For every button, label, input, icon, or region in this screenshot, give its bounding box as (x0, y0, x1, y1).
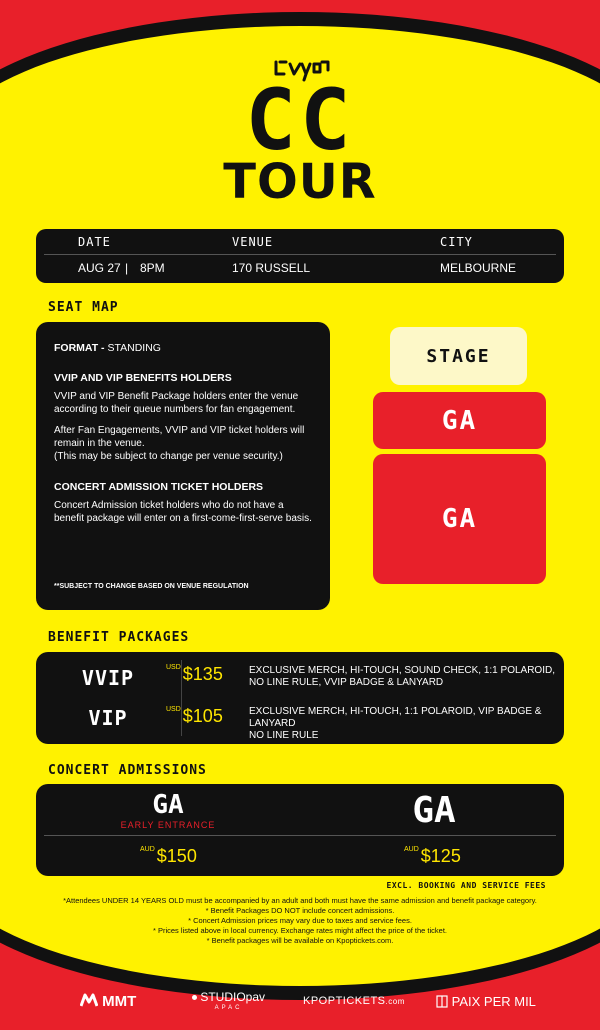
studiopav-dot-icon (192, 995, 197, 1000)
event-venue: 170 RUSSELL (232, 261, 311, 275)
ga-zone-front: GA (373, 392, 546, 449)
venue-regulation-note: **SUBJECT TO CHANGE BASED ON VENUE REGULATION (54, 583, 249, 590)
event-info-panel (36, 229, 564, 283)
note-price-variance: * Concert Admission prices may vary due to taxes and service fees. (188, 916, 412, 925)
ga-early-label: GA (152, 790, 184, 820)
benefit-packages-title: BENEFIT PACKAGES (48, 630, 190, 645)
note-age-requirement: *Attendees UNDER 14 YEARS OLD must be accompanied by an adult and both must have the same admission and benefit package category. (63, 896, 537, 905)
seat-map-title: SEAT MAP (48, 300, 119, 315)
ga-early-currency: AUD (140, 846, 155, 853)
studiopav-text: STUDIOpav (200, 990, 266, 1004)
paix-mark-icon (436, 995, 448, 1008)
ga-regular-currency: AUD (404, 846, 419, 853)
format-value: STANDING (107, 342, 161, 354)
ca-rules-heading: CONCERT ADMISSION TICKET HOLDERS (54, 481, 264, 493)
mmt-mark-icon (80, 993, 98, 1007)
ga-regular-price (404, 846, 461, 867)
tour-title-tour: TOUR (223, 154, 377, 210)
ca-rules-text: Concert Admission ticket holders who do not have a benefit package will enter on a first-come-first-serve basis. (54, 500, 312, 524)
paix-text: PAIX PER MIL (451, 994, 536, 1009)
admissions-divider (44, 835, 556, 836)
studiopav-logo (192, 992, 265, 1014)
early-entrance-label: EARLY ENTRANCE (120, 820, 216, 830)
mmt-logo (80, 993, 136, 1010)
vip-price (166, 706, 223, 727)
vip-currency: USD (166, 706, 181, 713)
benefit-packages-panel (36, 652, 564, 744)
ga-early-price (140, 846, 197, 867)
vip-rules-text-1: VVIP and VIP Benefit Package holders enter the venue according to their queue numbers for fan engagement. (54, 391, 299, 415)
studiopav-sub: APAC (214, 1005, 243, 1011)
note-packages-exclusion: * Benefit Packages DO NOT include concert admissions. (205, 906, 395, 915)
ga-early-amount: $150 (156, 846, 197, 866)
vip-rules-heading: VVIP AND VIP BENEFITS HOLDERS (54, 372, 232, 384)
fees-note: EXCL. BOOKING AND SERVICE FEES (386, 881, 546, 890)
ga-regular-amount: $125 (420, 846, 461, 866)
event-date: AUG 27 (78, 261, 121, 275)
kpoptickets-logo (303, 995, 405, 1007)
paix-per-mil-logo (436, 994, 536, 1009)
entry-rules-panel (36, 322, 330, 610)
mmt-text: MMT (102, 993, 137, 1010)
venue-label: VENUE (232, 235, 274, 249)
vvip-currency: USD (166, 664, 181, 671)
vvip-amount: $135 (182, 664, 223, 684)
date-label: DATE (78, 235, 111, 249)
format-line (54, 342, 312, 354)
vvip-perks: EXCLUSIVE MERCH, HI-TOUCH, SOUND CHECK, 1:1 POLAROID, NO LINE RULE, VVIP BADGE & LANYARD (249, 665, 555, 688)
format-label: FORMAT - (54, 342, 105, 354)
concert-admissions-panel (36, 784, 564, 876)
tour-title-cc: CC (245, 71, 355, 169)
stage-area: STAGE (390, 327, 527, 385)
fine-print (0, 896, 600, 946)
concert-admissions-title: CONCERT ADMISSIONS (48, 763, 207, 778)
vvip-price (166, 664, 223, 685)
vip-rules-text-2: After Fan Engagements, VVIP and VIP ticket holders will remain in the venue. (This may be subject to change per venue security.) (54, 425, 305, 462)
ga-zone-rear: GA (373, 454, 546, 584)
vip-amount: $105 (182, 706, 223, 726)
event-time: 8PM (140, 261, 165, 275)
kpoptickets-text: KPOPTICKETS (303, 995, 386, 1007)
info-divider (44, 254, 556, 255)
date-time-separator: | (125, 261, 129, 275)
vip-tier: VIP (88, 706, 128, 730)
event-city: MELBOURNE (440, 261, 517, 275)
vip-perks: EXCLUSIVE MERCH, HI-TOUCH, 1:1 POLAROID, VIP BADGE & LANYARD NO LINE RULE (249, 706, 542, 741)
note-local-currency: * Prices listed above in local currency. Exchange rates might affect the price of the ticket. (152, 926, 448, 935)
note-availability: * Benefit packages will be available on Kpoptickets.com. (206, 936, 394, 945)
vvip-tier: VVIP (81, 666, 135, 690)
city-label: CITY (440, 235, 473, 249)
ga-regular-label: GA (412, 790, 456, 831)
kpoptickets-suffix: .com (385, 997, 405, 1006)
